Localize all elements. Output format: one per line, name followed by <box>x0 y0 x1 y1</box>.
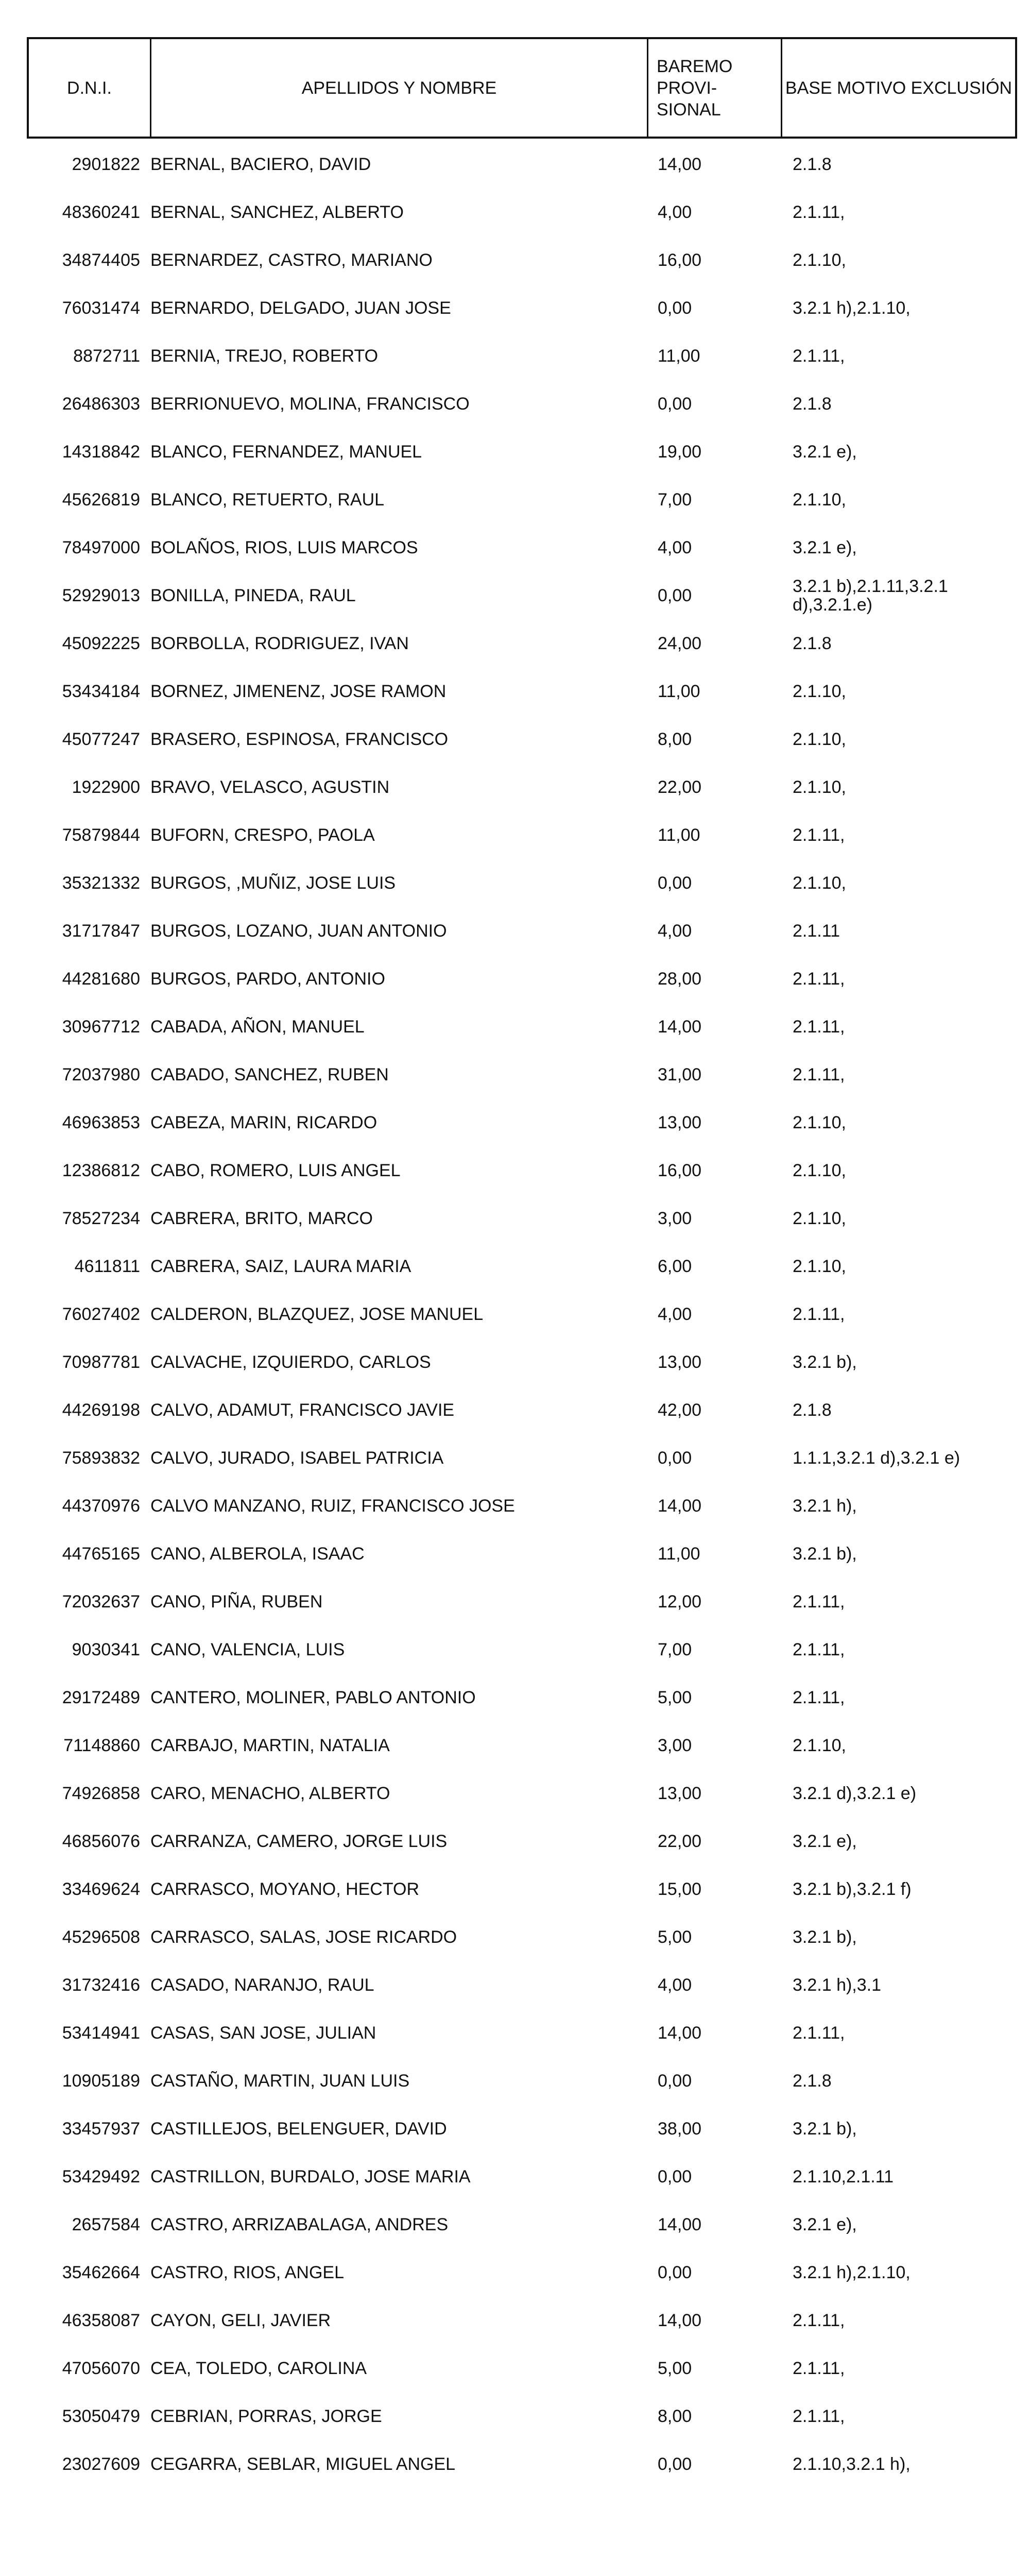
table-body <box>27 0 1017 2498</box>
table-row <box>27 1482 1017 1530</box>
base-cell: 2.1.10, <box>793 1735 846 1755</box>
name-cell: BURGOS, LOZANO, JUAN ANTONIO <box>150 921 447 941</box>
dni-cell: 45077247 <box>62 729 140 749</box>
table-row <box>27 2105 1017 2153</box>
base-cell: 3.2.1 b), <box>793 1352 857 1372</box>
dni-cell: 78497000 <box>62 537 140 557</box>
name-cell: BRASERO, ESPINOSA, FRANCISCO <box>150 729 449 749</box>
dni-cell: 74926858 <box>62 1783 140 1803</box>
baremo-cell: 4,00 <box>658 202 692 222</box>
table-row <box>27 1625 1017 1673</box>
dni-cell: 52929013 <box>62 585 140 605</box>
baremo-cell: 14,00 <box>658 1496 702 1516</box>
baremo-cell: 0,00 <box>658 394 692 414</box>
base-cell: 2.1.10, <box>793 729 846 749</box>
base-cell: 2.1.10, <box>793 1112 846 1132</box>
dni-cell: 48360241 <box>62 202 140 222</box>
table-row <box>27 1817 1017 1865</box>
base-cell: 2.1.11, <box>793 1064 845 1084</box>
dni-cell: 71148860 <box>63 1735 140 1755</box>
base-cell: 2.1.11, <box>793 1304 845 1324</box>
dni-cell: 46358087 <box>62 2310 140 2330</box>
baremo-cell: 16,00 <box>658 1160 702 1180</box>
base-cell: 2.1.10, <box>793 250 846 270</box>
baremo-cell: 22,00 <box>658 1831 702 1851</box>
dni-cell: 45626819 <box>62 489 140 510</box>
baremo-cell: 4,00 <box>658 921 692 941</box>
table-row <box>27 1530 1017 1578</box>
dni-cell: 4611811 <box>74 1256 140 1276</box>
dni-cell: 34874405 <box>62 250 140 270</box>
name-cell: BORBOLLA, RODRIGUEZ, IVAN <box>150 633 409 653</box>
baremo-cell: 0,00 <box>658 585 692 605</box>
table-row <box>27 2344 1017 2392</box>
baremo-cell: 13,00 <box>658 1112 702 1132</box>
base-cell: 2.1.11, <box>793 1591 845 1612</box>
dni-cell: 8872711 <box>73 346 140 366</box>
header-dni: D.N.I. <box>29 39 151 137</box>
table-row <box>27 1242 1017 1290</box>
baremo-cell: 0,00 <box>658 873 692 893</box>
dni-cell: 46856076 <box>62 1831 140 1851</box>
dni-cell: 26486303 <box>62 394 140 414</box>
name-cell: BOLAÑOS, RIOS, LUIS MARCOS <box>150 537 418 557</box>
name-cell: CALDERON, BLAZQUEZ, JOSE MANUEL <box>150 1304 484 1324</box>
name-cell: BONILLA, PINEDA, RAUL <box>150 585 356 605</box>
name-cell: CABEZA, MARIN, RICARDO <box>150 1112 377 1132</box>
table-row <box>27 380 1017 428</box>
baremo-cell: 11,00 <box>658 1544 700 1564</box>
name-cell: CASAS, SAN JOSE, JULIAN <box>150 2023 376 2043</box>
table-row <box>27 332 1017 380</box>
base-cell: 2.1.10,3.2.1 h), <box>793 2454 911 2474</box>
name-cell: CALVO MANZANO, RUIZ, FRANCISCO JOSE <box>150 1496 515 1516</box>
name-cell: CANO, ALBEROLA, ISAAC <box>150 1544 365 1564</box>
table-row <box>27 2392 1017 2440</box>
base-cell: 2.1.11, <box>793 2358 845 2378</box>
baremo-cell: 7,00 <box>658 489 692 510</box>
table-row <box>27 859 1017 907</box>
table-row <box>27 1146 1017 1194</box>
baremo-cell: 0,00 <box>658 1448 692 1468</box>
table-row <box>27 1913 1017 1961</box>
base-cell: 2.1.10, <box>793 489 846 510</box>
base-cell: 2.1.10, <box>793 777 846 797</box>
name-cell: BLANCO, FERNANDEZ, MANUEL <box>150 442 422 462</box>
base-cell: 2.1.8 <box>793 1400 832 1420</box>
name-cell: BERNARDO, DELGADO, JUAN JOSE <box>150 298 451 318</box>
name-cell: BERNARDEZ, CASTRO, MARIANO <box>150 250 433 270</box>
dni-cell: 23027609 <box>62 2454 140 2474</box>
table-row <box>27 1098 1017 1146</box>
name-cell: BLANCO, RETUERTO, RAUL <box>150 489 385 510</box>
baremo-cell: 8,00 <box>658 2406 692 2426</box>
name-cell: CANO, VALENCIA, LUIS <box>150 1639 345 1659</box>
base-cell: 1.1.1,3.2.1 d),3.2.1 e) <box>793 1448 960 1468</box>
header-baremo: BAREMO PROVI- SIONAL <box>648 39 782 137</box>
base-cell: 2.1.11 <box>793 921 840 941</box>
name-cell: CASTRILLON, BURDALO, JOSE MARIA <box>150 2166 471 2187</box>
name-cell: CASADO, NARANJO, RAUL <box>150 1975 374 1995</box>
table-row <box>27 188 1017 236</box>
baremo-cell: 4,00 <box>658 537 692 557</box>
base-cell: 3.2.1 e), <box>793 442 857 462</box>
baremo-cell: 5,00 <box>658 2358 692 2378</box>
base-cell: 2.1.11, <box>793 2023 845 2043</box>
baremo-cell: 13,00 <box>658 1783 702 1803</box>
baremo-cell: 14,00 <box>658 2023 702 2043</box>
table-row <box>27 1578 1017 1625</box>
table-row <box>27 2296 1017 2344</box>
name-cell: CASTRO, RIOS, ANGEL <box>150 2262 344 2282</box>
baremo-cell: 14,00 <box>658 154 702 174</box>
table-row <box>27 140 1017 188</box>
table-row <box>27 667 1017 715</box>
name-cell: CARBAJO, MARTIN, NATALIA <box>150 1735 390 1755</box>
dni-cell: 35321332 <box>62 873 140 893</box>
dni-cell: 76027402 <box>62 1304 140 1324</box>
table-row <box>27 715 1017 763</box>
dni-cell: 2657584 <box>72 2214 140 2234</box>
name-cell: CANO, PIÑA, RUBEN <box>150 1591 323 1612</box>
base-cell: 2.1.11, <box>793 1639 845 1659</box>
baremo-cell: 12,00 <box>658 1591 702 1612</box>
base-cell: 3.2.1 b), <box>793 2119 857 2139</box>
name-cell: CABRERA, BRITO, MARCO <box>150 1208 373 1228</box>
name-cell: BUFORN, CRESPO, PAOLA <box>150 825 375 845</box>
table-row <box>27 1961 1017 2009</box>
base-cell: 3.2.1 b), <box>793 1927 857 1947</box>
dni-cell: 44765165 <box>62 1544 140 1564</box>
name-cell: BERRIONUEVO, MOLINA, FRANCISCO <box>150 394 470 414</box>
baremo-cell: 42,00 <box>658 1400 702 1420</box>
baremo-cell: 14,00 <box>658 2310 702 2330</box>
dni-cell: 70987781 <box>62 1352 140 1372</box>
dni-cell: 53414941 <box>62 2023 140 2043</box>
table-row <box>27 619 1017 667</box>
base-cell: 2.1.10, <box>793 1208 846 1228</box>
base-cell: 2.1.11, <box>793 969 845 989</box>
base-cell: 3.2.1 h), <box>793 1496 857 1516</box>
table-row <box>27 1050 1017 1098</box>
table-row <box>27 1386 1017 1434</box>
dni-cell: 47056070 <box>62 2358 140 2378</box>
dni-cell: 44269198 <box>62 1400 140 1420</box>
baremo-cell: 24,00 <box>658 633 702 653</box>
dni-cell: 53050479 <box>62 2406 140 2426</box>
baremo-cell: 16,00 <box>658 250 702 270</box>
name-cell: CASTAÑO, MARTIN, JUAN LUIS <box>150 2071 410 2091</box>
name-cell: CALVACHE, IZQUIERDO, CARLOS <box>150 1352 431 1372</box>
table-row <box>27 428 1017 476</box>
baremo-cell: 11,00 <box>658 681 700 701</box>
baremo-cell: 14,00 <box>658 1016 702 1037</box>
base-cell: 2.1.11, <box>793 1687 845 1707</box>
baremo-cell: 0,00 <box>658 2262 692 2282</box>
baremo-cell: 0,00 <box>658 2071 692 2091</box>
name-cell: BURGOS, PARDO, ANTONIO <box>150 969 385 989</box>
name-cell: CABRERA, SAIZ, LAURA MARIA <box>150 1256 411 1276</box>
table-row <box>27 1434 1017 1482</box>
name-cell: CAYON, GELI, JAVIER <box>150 2310 331 2330</box>
dni-cell: 72037980 <box>62 1064 140 1084</box>
dni-cell: 72032637 <box>62 1591 140 1612</box>
base-cell: 2.1.10, <box>793 1256 846 1276</box>
name-cell: CEBRIAN, PORRAS, JORGE <box>150 2406 382 2426</box>
base-cell: 3.2.1 b),3.2.1 f) <box>793 1879 912 1899</box>
table-row <box>27 811 1017 859</box>
table-row <box>27 1338 1017 1386</box>
dni-cell: 76031474 <box>62 298 140 318</box>
baremo-cell: 11,00 <box>658 346 700 366</box>
dni-cell: 45092225 <box>62 633 140 653</box>
base-cell: 3.2.1 e), <box>793 537 857 557</box>
table-row <box>27 763 1017 811</box>
baremo-cell: 4,00 <box>658 1975 692 1995</box>
name-cell: CALVO, JURADO, ISABEL PATRICIA <box>150 1448 444 1468</box>
base-cell: 2.1.11, <box>793 202 845 222</box>
name-cell: CABADA, AÑON, MANUEL <box>150 1016 365 1037</box>
baremo-cell: 3,00 <box>658 1735 692 1755</box>
dni-cell: 44370976 <box>62 1496 140 1516</box>
base-cell: 3.2.1 b),2.1.11,3.2.1 d),3.2.1.e) <box>793 576 948 615</box>
dni-cell: 44281680 <box>62 969 140 989</box>
baremo-cell: 19,00 <box>658 442 702 462</box>
dni-cell: 75893832 <box>62 1448 140 1468</box>
table-row <box>27 1194 1017 1242</box>
baremo-cell: 5,00 <box>658 1927 692 1947</box>
table-row <box>27 2200 1017 2248</box>
dni-cell: 33469624 <box>62 1879 140 1899</box>
name-cell: CABO, ROMERO, LUIS ANGEL <box>150 1160 401 1180</box>
dni-cell: 53429492 <box>62 2166 140 2187</box>
table-row <box>27 955 1017 1003</box>
base-cell: 2.1.8 <box>793 154 832 174</box>
name-cell: BERNAL, SANCHEZ, ALBERTO <box>150 202 404 222</box>
table-row <box>27 1003 1017 1050</box>
baremo-cell: 31,00 <box>658 1064 702 1084</box>
baremo-cell: 4,00 <box>658 1304 692 1324</box>
table-row <box>27 523 1017 571</box>
name-cell: CEA, TOLEDO, CAROLINA <box>150 2358 367 2378</box>
base-cell: 2.1.10, <box>793 873 846 893</box>
baremo-cell: 0,00 <box>658 2454 692 2474</box>
table-row <box>27 476 1017 523</box>
dni-cell: 2901822 <box>72 154 140 174</box>
base-cell: 3.2.1 d),3.2.1 e) <box>793 1783 917 1803</box>
baremo-cell: 13,00 <box>658 1352 702 1372</box>
name-cell: CARRASCO, MOYANO, HECTOR <box>150 1879 420 1899</box>
dni-cell: 31732416 <box>62 1975 140 1995</box>
table-row <box>27 1769 1017 1817</box>
baremo-cell: 8,00 <box>658 729 692 749</box>
header-base: BASE MOTIVO EXCLUSIÓN <box>785 78 1012 98</box>
name-cell: CABADO, SANCHEZ, RUBEN <box>150 1064 389 1084</box>
dni-cell: 31717847 <box>62 921 140 941</box>
baremo-cell: 5,00 <box>658 1687 692 1707</box>
name-cell: CARO, MENACHO, ALBERTO <box>150 1783 390 1803</box>
dni-cell: 10905189 <box>62 2071 140 2091</box>
baremo-cell: 3,00 <box>658 1208 692 1228</box>
name-cell: CALVO, ADAMUT, FRANCISCO JAVIE <box>150 1400 455 1420</box>
table-row <box>27 1721 1017 1769</box>
dni-cell: 35462664 <box>62 2262 140 2282</box>
baremo-cell: 7,00 <box>658 1639 692 1659</box>
baremo-cell: 15,00 <box>658 1879 702 1899</box>
table-row <box>27 236 1017 284</box>
base-cell: 2.1.10, <box>793 1160 846 1180</box>
base-cell: 3.2.1 e), <box>793 2214 857 2234</box>
table-row <box>27 2009 1017 2057</box>
name-cell: CANTERO, MOLINER, PABLO ANTONIO <box>150 1687 476 1707</box>
dni-cell: 46963853 <box>62 1112 140 1132</box>
name-cell: BORNEZ, JIMENENZ, JOSE RAMON <box>150 681 447 701</box>
base-cell: 2.1.8 <box>793 633 832 653</box>
dni-cell: 45296508 <box>62 1927 140 1947</box>
name-cell: CASTILLEJOS, BELENGUER, DAVID <box>150 2119 447 2139</box>
base-cell: 3.2.1 b), <box>793 1544 857 1564</box>
base-cell: 2.1.11, <box>793 346 845 366</box>
base-cell: 2.1.11, <box>793 2406 845 2426</box>
name-cell: CEGARRA, SEBLAR, MIGUEL ANGEL <box>150 2454 456 2474</box>
table-row <box>27 2248 1017 2296</box>
table-row <box>27 907 1017 955</box>
table-row <box>27 2153 1017 2200</box>
dni-cell: 33457937 <box>62 2119 140 2139</box>
table-row <box>27 2057 1017 2105</box>
dni-cell: 78527234 <box>62 1208 140 1228</box>
base-cell: 2.1.8 <box>793 2071 832 2091</box>
baremo-cell: 38,00 <box>658 2119 702 2139</box>
base-cell: 3.2.1 h),3.1 <box>793 1975 882 1995</box>
dni-cell: 53434184 <box>62 681 140 701</box>
name-cell: CARRANZA, CAMERO, JORGE LUIS <box>150 1831 448 1851</box>
base-cell: 3.2.1 e), <box>793 1831 857 1851</box>
dni-cell: 12386812 <box>62 1160 140 1180</box>
base-cell: 2.1.10, <box>793 681 846 701</box>
base-cell: 3.2.1 h),2.1.10, <box>793 2262 911 2282</box>
baremo-cell: 14,00 <box>658 2214 702 2234</box>
table-row <box>27 571 1017 619</box>
base-cell: 3.2.1 h),2.1.10, <box>793 298 911 318</box>
base-cell: 2.1.11, <box>793 2310 845 2330</box>
name-cell: BERNAL, BACIERO, DAVID <box>150 154 371 174</box>
dni-cell: 9030341 <box>72 1639 140 1659</box>
dni-cell: 14318842 <box>62 442 140 462</box>
dni-cell: 30967712 <box>62 1016 140 1037</box>
dni-cell: 75879844 <box>62 825 140 845</box>
baremo-cell: 0,00 <box>658 298 692 318</box>
baremo-cell: 22,00 <box>658 777 702 797</box>
baremo-cell: 11,00 <box>658 825 700 845</box>
table-row <box>27 284 1017 332</box>
baremo-cell: 6,00 <box>658 1256 692 1276</box>
table-row <box>27 1290 1017 1338</box>
base-cell: 2.1.11, <box>793 825 845 845</box>
name-cell: BRAVO, VELASCO, AGUSTIN <box>150 777 390 797</box>
table-row <box>27 2440 1017 2488</box>
name-cell: BURGOS, ,MUÑIZ, JOSE LUIS <box>150 873 396 893</box>
name-cell: BERNIA, TREJO, ROBERTO <box>150 346 379 366</box>
table-row <box>27 1865 1017 1913</box>
name-cell: CASTRO, ARRIZABALAGA, ANDRES <box>150 2214 449 2234</box>
table-row <box>27 1673 1017 1721</box>
base-cell: 2.1.10,2.1.11 <box>793 2166 894 2187</box>
header-name: APELLIDOS Y NOMBRE <box>151 39 648 137</box>
dni-cell: 1922900 <box>72 777 140 797</box>
base-cell: 2.1.8 <box>793 394 832 414</box>
base-cell: 2.1.11, <box>793 1016 845 1037</box>
dni-cell: 29172489 <box>62 1687 140 1707</box>
baremo-cell: 28,00 <box>658 969 702 989</box>
name-cell: CARRASCO, SALAS, JOSE RICARDO <box>150 1927 457 1947</box>
baremo-cell: 0,00 <box>658 2166 692 2187</box>
